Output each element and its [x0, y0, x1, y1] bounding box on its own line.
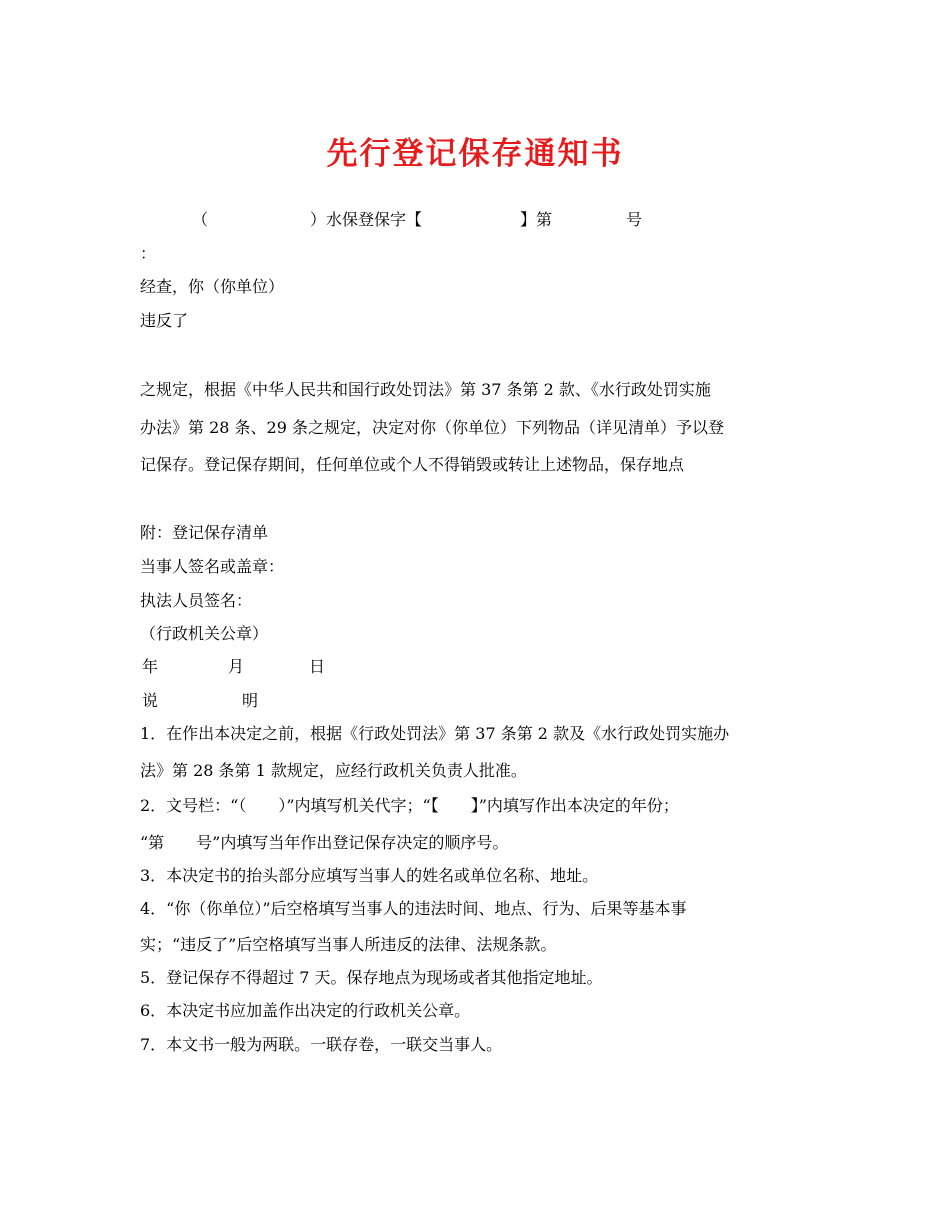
note-line: 4．“你（你单位）”后空格填写当事人的违法时间、地点、行为、后果等基本事 — [140, 899, 687, 918]
date-month: 月 — [228, 657, 245, 676]
found-line: 经查，你（你单位） — [140, 277, 285, 296]
note-line: 3．本决定书的抬头部分应填写当事人的姓名或单位名称、地址。 — [140, 866, 599, 885]
body-paragraph-line: 记保存。登记保存期间，任何单位或个人不得销毁或转让上述物品，保存地点 — [140, 455, 685, 474]
note-line: 7．本文书一般为两联。一联存卷，一联交当事人。 — [140, 1035, 503, 1054]
doc-number-agency-label: ）水保登保字【 — [310, 210, 423, 229]
doc-number-sequence-label: 】第 — [520, 210, 553, 229]
body-paragraph-line: 办法》第 28 条、29 条之规定，决定对你（你单位）下列物品（详见清单）予以登 — [140, 418, 724, 437]
note-line: “第 号”内填写当年作出登记保存决定的顺序号。 — [140, 833, 509, 852]
note-line: 法》第 28 条第 1 款规定，应经行政机关负责人批准。 — [140, 761, 527, 780]
document-number-line — [0, 210, 950, 230]
explanation-heading — [0, 691, 950, 711]
doc-number-hao: 号 — [626, 210, 643, 229]
date-year: 年 — [142, 657, 159, 676]
note-line: 1．在作出本决定之前，根据《行政处罚法》第 37 条第 2 款及《水行政处罚实施办 — [140, 724, 730, 743]
note-line: 5．登记保存不得超过 7 天。保存地点为现场或者其他指定地址。 — [140, 968, 603, 987]
note-line: 2．文号栏：“（ ）”内填写机关代字；“【 】”内填写作出本决定的年份； — [140, 796, 679, 815]
seal-line: （行政机关公章） — [140, 624, 269, 643]
attachment-line: 附：登记保存清单 — [140, 523, 269, 542]
date-line — [0, 657, 950, 677]
body-paragraph-line: 之规定，根据《中华人民共和国行政处罚法》第 37 条第 2 款、《水行政处罚实施 — [140, 380, 711, 399]
doc-number-open-paren: （ — [192, 210, 209, 229]
date-day: 日 — [309, 657, 326, 676]
page-title: 先行登记保存通知书 — [326, 136, 624, 172]
explanation-ming: 明 — [242, 691, 259, 710]
addressee-colon: ： — [140, 244, 157, 263]
note-line: 6．本决定书应加盖作出决定的行政机关公章。 — [140, 1001, 471, 1020]
officer-signature-line: 执法人员签名： — [140, 591, 253, 610]
note-line: 实；“违反了”后空格填写当事人所违反的法律、法规条款。 — [140, 935, 557, 954]
violated-line: 违反了 — [140, 311, 189, 330]
party-signature-line: 当事人签名或盖章： — [140, 557, 285, 576]
explanation-shuo: 说 — [142, 691, 159, 710]
